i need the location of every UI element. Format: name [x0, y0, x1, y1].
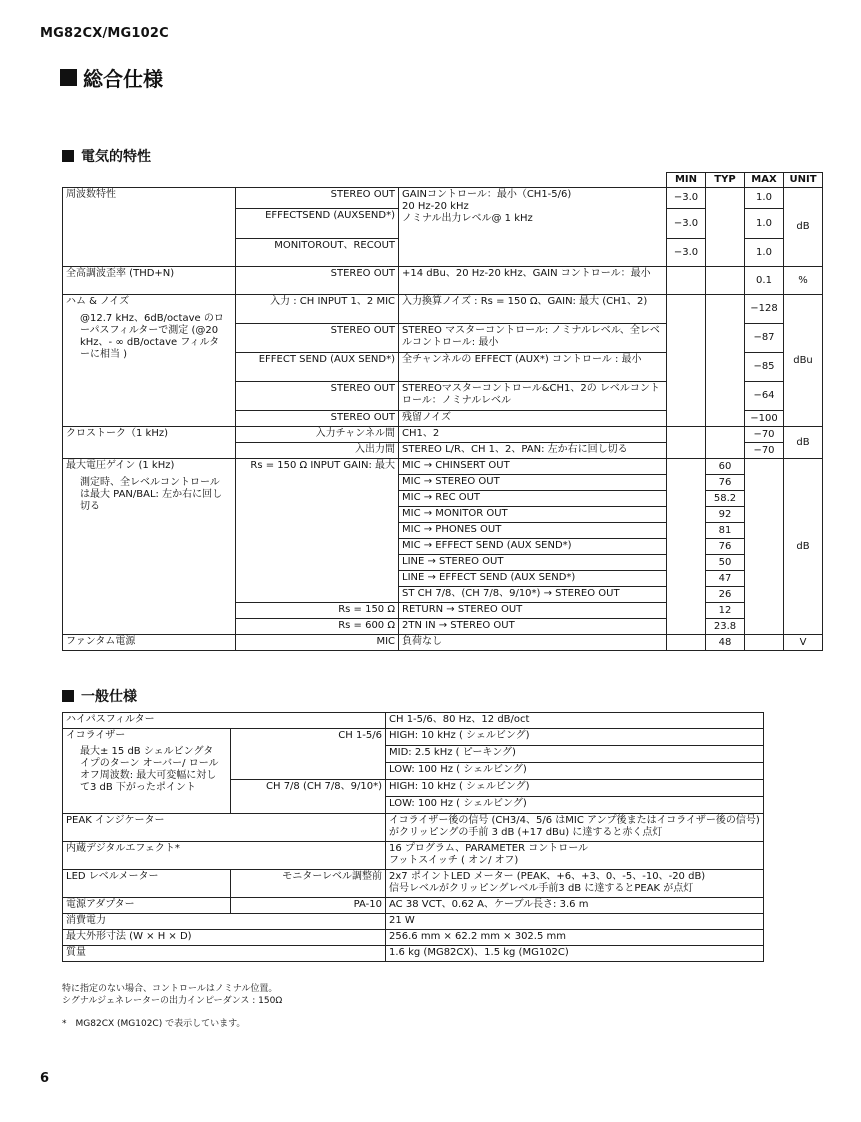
- gain-typ: 58.2: [706, 491, 745, 507]
- empty-cell: [236, 173, 399, 188]
- empty-cell: [745, 459, 784, 635]
- gain-typ: 60: [706, 459, 745, 475]
- empty-cell: [706, 295, 745, 427]
- col-max: MAX: [745, 173, 784, 188]
- crosstalk-sub1: 入力チャンネル間: [236, 427, 399, 443]
- gain-name-cell: [63, 459, 236, 635]
- freq-sub1: STEREO OUT: [236, 188, 399, 209]
- dims-name: 最大外形寸法 (W × H × D): [63, 930, 386, 946]
- peak-value: イコライザー後の信号 (CH3/4、5/6 はMIC アンプ後またはイコライザー後の信号) がクリッピングの手前 3 dB (+17 dBu) に達すると赤く点灯: [386, 814, 764, 842]
- gain-cond: MIC → REC OUT: [399, 491, 667, 507]
- freq-min2: −3.0: [667, 209, 706, 239]
- eq-v1: HIGH: 10 kHz ( シェルビング): [386, 729, 764, 746]
- effect-value: [386, 842, 764, 870]
- phantom-unit: V: [784, 635, 823, 651]
- empty-cell: [667, 295, 706, 427]
- empty-cell: [667, 459, 706, 635]
- effect-value1: 16 プログラム、PARAMETER コントロール: [389, 843, 589, 854]
- crosstalk-cond2: STEREO L/R、CH 1、2、PAN: 左か右に回し切る: [399, 443, 667, 459]
- gain-cond: MIC → CHINSERT OUT: [399, 459, 667, 475]
- col-min: MIN: [667, 173, 706, 188]
- dims-value: 256.6 mm × 62.2 mm × 302.5 mm: [386, 930, 764, 946]
- gain-typ: 26: [706, 587, 745, 603]
- hum-sub4: STEREO OUT: [236, 382, 399, 411]
- hum-max1: −128: [745, 295, 784, 324]
- freq-name: 周波数特性: [63, 188, 236, 267]
- freq-unit: dB: [784, 188, 823, 267]
- gain-cond: MIC → PHONES OUT: [399, 523, 667, 539]
- gain-sub2: Rs = 150 Ω: [236, 603, 399, 619]
- crosstalk-cond1: CH1、2: [399, 427, 667, 443]
- hum-note: @12.7 kHz、6dB/octave のローパスフィルターで測定 (@20 kHz、- ∞ dB/octave フィルターに相当 ): [80, 313, 224, 360]
- hum-max2: −87: [745, 324, 784, 353]
- empty-cell: [667, 427, 706, 459]
- empty-cell: [667, 267, 706, 295]
- gain-cond: ST CH 7/8、(CH 7/8、9/10*) → STEREO OUT: [399, 587, 667, 603]
- hum-cond3: 全チャンネルの EFFECT (AUX*) コントロール : 最小: [399, 353, 667, 382]
- eq-v4: HIGH: 10 kHz ( シェルビング): [386, 780, 764, 797]
- freq-sub3: MONITOROUT、RECOUT: [236, 239, 399, 267]
- note-line2: シグナルジェネレーターの出力インピーダンス : 150Ω: [62, 996, 283, 1006]
- gain-typ: 47: [706, 571, 745, 587]
- led-value: [386, 870, 764, 898]
- page-title: [60, 63, 163, 92]
- section-title-text: 一般仕様: [81, 689, 137, 705]
- power-name: 消費電力: [63, 914, 386, 930]
- hum-cond4: STEREOマスターコントロール&CH1、2の レベルコントロール：ノミナルレベル: [399, 382, 667, 411]
- note-line1: 特に指定のない場合、コントロールはノミナル位置。: [62, 984, 278, 994]
- empty-cell: [667, 635, 706, 651]
- gain-typ2: 12: [706, 603, 745, 619]
- hum-name-cell: [63, 295, 236, 427]
- freq-max1: 1.0: [745, 188, 784, 209]
- effect-name: 内蔵デジタルエフェクト*: [63, 842, 386, 870]
- hum-unit: dBu: [784, 295, 823, 427]
- empty-cell: [706, 427, 745, 459]
- gain-typ: 76: [706, 539, 745, 555]
- gain-typ: 50: [706, 555, 745, 571]
- hum-sub3: EFFECT SEND (AUX SEND*): [236, 353, 399, 382]
- freq-cond2: 20 Hz-20 kHz: [402, 201, 469, 212]
- empty-cell: [745, 635, 784, 651]
- effect-value2: フットスイッチ ( オン/ オフ): [389, 855, 519, 866]
- hum-max3: −85: [745, 353, 784, 382]
- empty-cell: [706, 267, 745, 295]
- page-number: 6: [40, 1071, 50, 1086]
- gain-cond: LINE → STEREO OUT: [399, 555, 667, 571]
- page-title-text: 総合仕様: [83, 67, 163, 91]
- empty-cell: [63, 173, 236, 188]
- freq-sub2: EFFECTSEND (AUXSEND*): [236, 209, 399, 239]
- led-value1: 2x7 ポイントLED メーター (PEAK、+6、+3、0、-5、-10、-20 dB): [389, 871, 706, 882]
- gain-cond: LINE → EFFECT SEND (AUX SEND*): [399, 571, 667, 587]
- gain-typ3: 23.8: [706, 619, 745, 635]
- eq-sub1: CH 1-5/6: [231, 729, 386, 780]
- led-name: LED レベルメーター: [63, 870, 231, 898]
- section-title-general: [62, 686, 137, 706]
- gain-typ: 81: [706, 523, 745, 539]
- gain-cond: MIC → MONITOR OUT: [399, 507, 667, 523]
- gain-typ: 76: [706, 475, 745, 491]
- freq-min1: −3.0: [667, 188, 706, 209]
- adapter-sub: PA-10: [231, 898, 386, 914]
- hum-cond2: STEREO マスターコントロール: ノミナルレベル、全レベルコントロール: 最小: [399, 324, 667, 353]
- adapter-value: AC 38 VCT、0.62 A、ケーブル長さ: 3.6 m: [386, 898, 764, 914]
- freq-max2: 1.0: [745, 209, 784, 239]
- eq-v5: LOW: 100 Hz ( シェルビング): [386, 797, 764, 814]
- weight-name: 質量: [63, 946, 386, 962]
- gain-unit: dB: [784, 459, 823, 635]
- power-value: 21 W: [386, 914, 764, 930]
- gain-cond3: 2TN IN → STEREO OUT: [399, 619, 667, 635]
- empty-cell: [706, 188, 745, 267]
- crosstalk-sub2: 入出力間: [236, 443, 399, 459]
- square-bullet-icon: [60, 69, 77, 86]
- gain-note: 測定時、全レベルコントロールは最大 PAN/BAL: 左か右に回し切る: [80, 477, 223, 512]
- eq-name: イコライザー: [66, 730, 126, 741]
- footnote: * MG82CX (MG102C) で表示しています。: [62, 1019, 246, 1029]
- crosstalk-name: クロストーク（1 kHz): [63, 427, 236, 459]
- freq-max3: 1.0: [745, 239, 784, 267]
- led-value2: 信号レベルがクリッピングレベル手前3 dB に達するとPEAK が点灯: [389, 883, 694, 894]
- hum-name: ハム & ノイズ: [66, 296, 130, 307]
- freq-cond: [399, 188, 667, 267]
- section-title-text: 電気的特性: [81, 149, 151, 165]
- eq-v2: MID: 2.5 kHz ( ピーキング): [386, 746, 764, 763]
- hum-max4: −64: [745, 382, 784, 411]
- freq-cond1: GAINコントロール：最小（CH1-5/6): [402, 189, 572, 200]
- col-unit: UNIT: [784, 173, 823, 188]
- square-bullet-icon: [62, 690, 74, 702]
- eq-v3: LOW: 100 Hz ( シェルビング): [386, 763, 764, 780]
- freq-cond3: ノミナル出力レベル@ 1 kHz: [402, 213, 533, 224]
- eq-name-cell: [63, 729, 231, 814]
- gain-cond2: RETURN → STEREO OUT: [399, 603, 667, 619]
- eq-note: 最大± 15 dB シェルビングタイプのターン オーバー/ ロールオフ周波数: 最大可変幅に対して3 dB 下がったポイント: [80, 746, 219, 793]
- col-typ: TYP: [706, 173, 745, 188]
- general-spec-table: [62, 712, 764, 962]
- thd-name: 全高調波歪率 (THD+N): [63, 267, 236, 295]
- thd-max: 0.1: [745, 267, 784, 295]
- freq-min3: −3.0: [667, 239, 706, 267]
- hum-cond5: 残留ノイズ: [399, 411, 667, 427]
- thd-cond: +14 dBu、20 Hz-20 kHz、GAIN コントロール：最小: [399, 267, 667, 295]
- crosstalk-max2: −70: [745, 443, 784, 459]
- weight-value: 1.6 kg (MG82CX)、1.5 kg (MG102C): [386, 946, 764, 962]
- square-bullet-icon: [62, 150, 74, 162]
- adapter-name: 電源アダプター: [63, 898, 231, 914]
- gain-name: 最大電圧ゲイン (1 kHz): [66, 460, 175, 471]
- thd-unit: %: [784, 267, 823, 295]
- hum-sub2: STEREO OUT: [236, 324, 399, 353]
- phantom-name: ファンタム電源: [63, 635, 236, 651]
- empty-cell: [399, 173, 667, 188]
- gain-typ: 92: [706, 507, 745, 523]
- gain-sub1: Rs = 150 Ω INPUT GAIN: 最大: [236, 459, 399, 603]
- thd-sub: STEREO OUT: [236, 267, 399, 295]
- phantom-sub: MIC: [236, 635, 399, 651]
- hum-max5: −100: [745, 411, 784, 427]
- hum-sub1: 入力 : CH INPUT 1、2 MIC: [236, 295, 399, 324]
- model-name: MG82CX/MG102C: [40, 26, 169, 41]
- electrical-spec-table: [62, 172, 823, 651]
- gain-cond: MIC → EFFECT SEND (AUX SEND*): [399, 539, 667, 555]
- eq-sub2: CH 7/8 (CH 7/8、9/10*): [231, 780, 386, 814]
- hum-cond1: 入力換算ノイズ : Rs = 150 Ω、GAIN: 最大 (CH1、2): [399, 295, 667, 324]
- hum-sub5: STEREO OUT: [236, 411, 399, 427]
- led-sub: モニターレベル調整前: [231, 870, 386, 898]
- gain-cond: MIC → STEREO OUT: [399, 475, 667, 491]
- phantom-typ: 48: [706, 635, 745, 651]
- hpf-value: CH 1-5/6、80 Hz、12 dB/oct: [386, 713, 764, 729]
- section-title-electrical: [62, 146, 151, 166]
- peak-name: PEAK インジケーター: [63, 814, 386, 842]
- hpf-name: ハイパスフィルター: [63, 713, 386, 729]
- crosstalk-max1: −70: [745, 427, 784, 443]
- gain-sub3: Rs = 600 Ω: [236, 619, 399, 635]
- crosstalk-unit: dB: [784, 427, 823, 459]
- phantom-cond: 負荷なし: [399, 635, 667, 651]
